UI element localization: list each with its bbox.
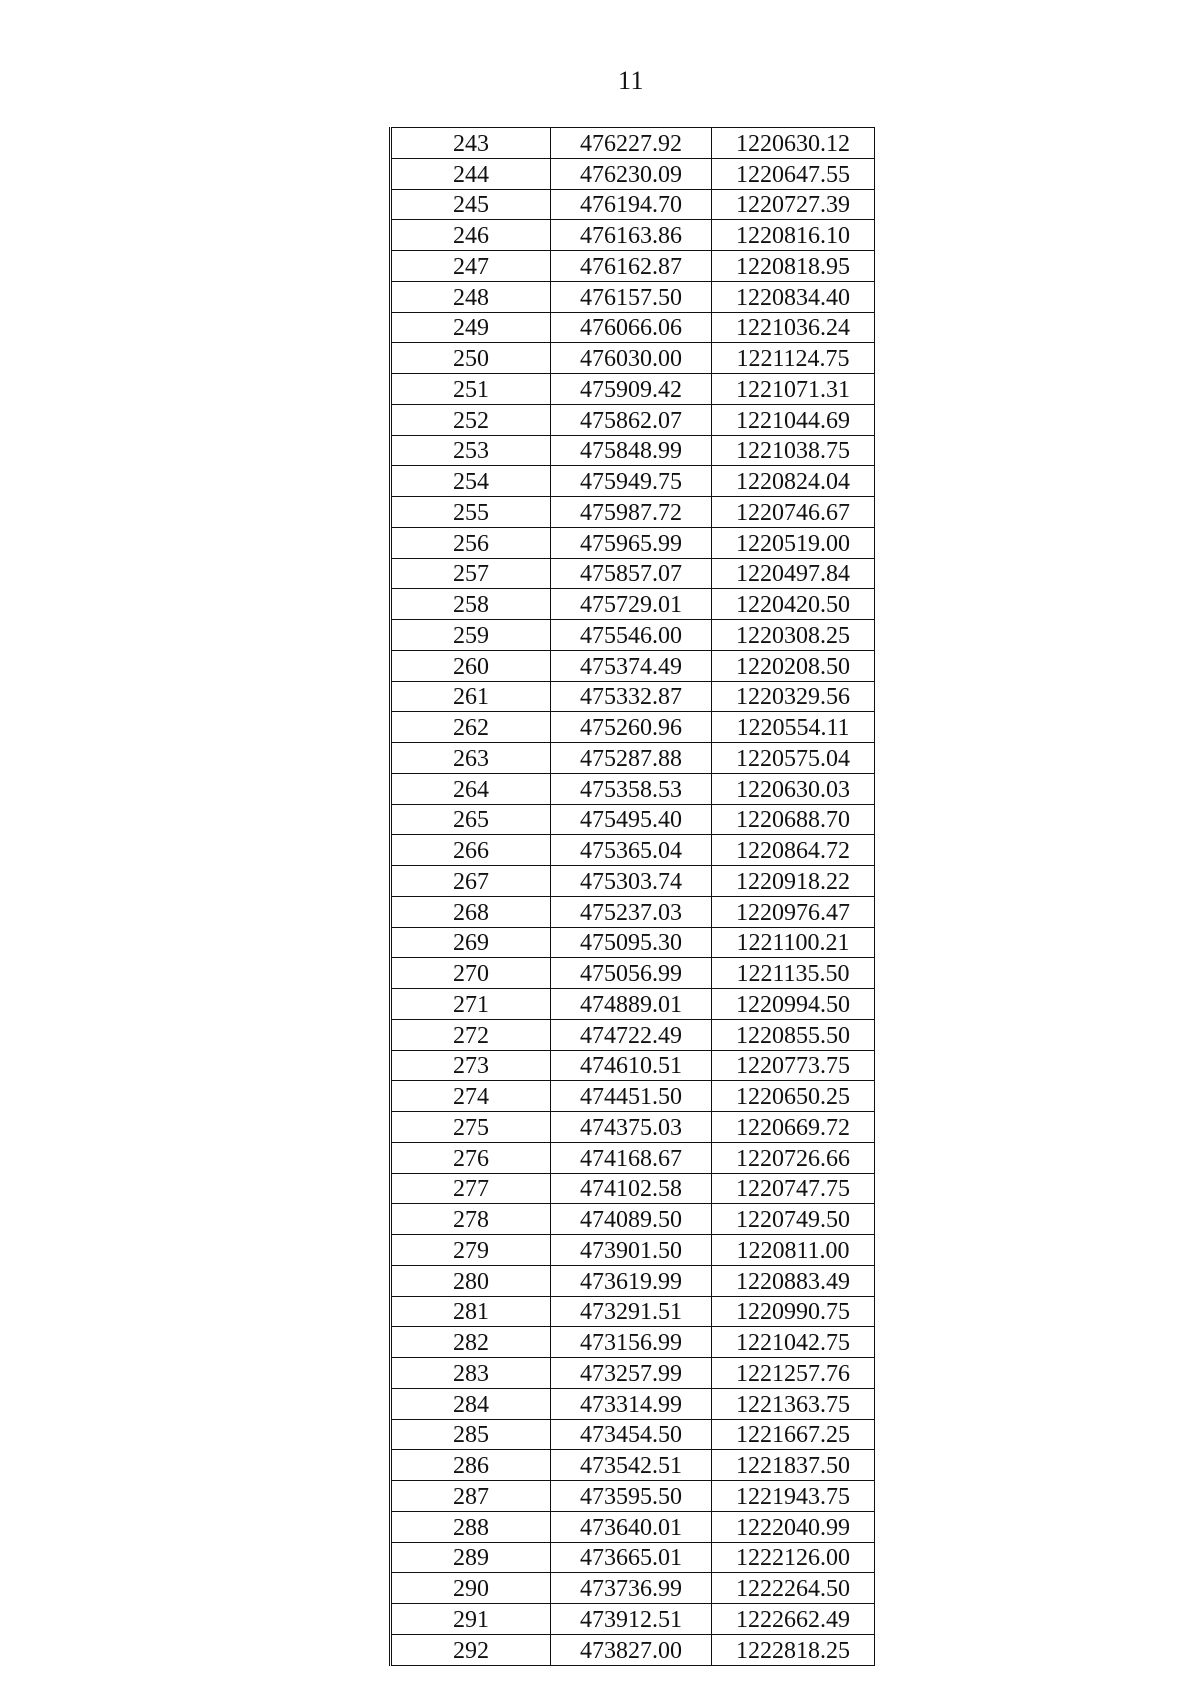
y-coordinate-cell: 1222040.99 — [712, 1511, 875, 1542]
x-coordinate-cell: 473901.50 — [551, 1235, 712, 1266]
point-number-cell: 254 — [391, 466, 551, 497]
point-number-cell: 267 — [391, 866, 551, 897]
table-row — [391, 435, 875, 466]
table-row — [391, 989, 875, 1020]
y-coordinate-cell: 1220811.00 — [712, 1235, 875, 1266]
point-number-cell: 258 — [391, 589, 551, 620]
x-coordinate-cell: 475965.99 — [551, 527, 712, 558]
point-number-cell: 270 — [391, 958, 551, 989]
point-number-cell: 262 — [391, 712, 551, 743]
table-row — [391, 1296, 875, 1327]
y-coordinate-cell: 1220647.55 — [712, 158, 875, 189]
x-coordinate-cell: 473827.00 — [551, 1634, 712, 1665]
point-number-cell: 269 — [391, 927, 551, 958]
y-coordinate-cell: 1220208.50 — [712, 650, 875, 681]
point-number-cell: 284 — [391, 1388, 551, 1419]
point-number-cell: 283 — [391, 1358, 551, 1389]
point-number-cell: 257 — [391, 558, 551, 589]
y-coordinate-cell: 1220726.66 — [712, 1142, 875, 1173]
point-number-cell: 279 — [391, 1235, 551, 1266]
table-row — [391, 1481, 875, 1512]
x-coordinate-cell: 476157.50 — [551, 281, 712, 312]
y-coordinate-cell: 1220816.10 — [712, 220, 875, 251]
table-row — [391, 866, 875, 897]
x-coordinate-cell: 474610.51 — [551, 1050, 712, 1081]
x-coordinate-cell: 474451.50 — [551, 1081, 712, 1112]
table-row — [391, 343, 875, 374]
point-number-cell: 288 — [391, 1511, 551, 1542]
table-row — [391, 650, 875, 681]
table-row — [391, 927, 875, 958]
x-coordinate-cell: 475848.99 — [551, 435, 712, 466]
x-coordinate-cell: 474889.01 — [551, 989, 712, 1020]
table-row — [391, 1173, 875, 1204]
table-row — [391, 1019, 875, 1050]
y-coordinate-cell: 1220688.70 — [712, 804, 875, 835]
x-coordinate-cell: 474722.49 — [551, 1019, 712, 1050]
point-number-cell: 260 — [391, 650, 551, 681]
table-row — [391, 1204, 875, 1235]
x-coordinate-cell: 475365.04 — [551, 835, 712, 866]
x-coordinate-cell: 475303.74 — [551, 866, 712, 897]
x-coordinate-cell: 473619.99 — [551, 1265, 712, 1296]
y-coordinate-cell: 1220575.04 — [712, 743, 875, 774]
x-coordinate-cell: 476227.92 — [551, 128, 712, 159]
point-number-cell: 261 — [391, 681, 551, 712]
x-coordinate-cell: 475332.87 — [551, 681, 712, 712]
x-coordinate-cell: 473257.99 — [551, 1358, 712, 1389]
x-coordinate-cell: 473156.99 — [551, 1327, 712, 1358]
x-coordinate-cell: 475546.00 — [551, 620, 712, 651]
table-row — [391, 189, 875, 220]
y-coordinate-cell: 1221135.50 — [712, 958, 875, 989]
x-coordinate-cell: 474102.58 — [551, 1173, 712, 1204]
y-coordinate-cell: 1221071.31 — [712, 374, 875, 405]
point-number-cell: 278 — [391, 1204, 551, 1235]
table-row — [391, 1604, 875, 1635]
point-number-cell: 243 — [391, 128, 551, 159]
y-coordinate-cell: 1221124.75 — [712, 343, 875, 374]
table-row — [391, 1573, 875, 1604]
y-coordinate-cell: 1220990.75 — [712, 1296, 875, 1327]
x-coordinate-cell: 473314.99 — [551, 1388, 712, 1419]
y-coordinate-cell: 1220630.12 — [712, 128, 875, 159]
point-number-cell: 253 — [391, 435, 551, 466]
point-number-cell: 247 — [391, 251, 551, 282]
point-number-cell: 291 — [391, 1604, 551, 1635]
x-coordinate-cell: 475287.88 — [551, 743, 712, 774]
x-coordinate-cell: 476230.09 — [551, 158, 712, 189]
y-coordinate-cell: 1221038.75 — [712, 435, 875, 466]
point-number-cell: 266 — [391, 835, 551, 866]
table-row — [391, 835, 875, 866]
x-coordinate-cell: 475260.96 — [551, 712, 712, 743]
x-coordinate-cell: 473291.51 — [551, 1296, 712, 1327]
table-row — [391, 1511, 875, 1542]
y-coordinate-cell: 1222818.25 — [712, 1634, 875, 1665]
table-row — [391, 158, 875, 189]
y-coordinate-cell: 1220519.00 — [712, 527, 875, 558]
y-coordinate-cell: 1220855.50 — [712, 1019, 875, 1050]
y-coordinate-cell: 1221100.21 — [712, 927, 875, 958]
point-number-cell: 255 — [391, 497, 551, 528]
y-coordinate-cell: 1221363.75 — [712, 1388, 875, 1419]
coordinates-table-body — [391, 128, 875, 1666]
y-coordinate-cell: 1220308.25 — [712, 620, 875, 651]
x-coordinate-cell: 475495.40 — [551, 804, 712, 835]
y-coordinate-cell: 1220918.22 — [712, 866, 875, 897]
table-row — [391, 743, 875, 774]
table-row — [391, 497, 875, 528]
table-row — [391, 281, 875, 312]
y-coordinate-cell: 1220650.25 — [712, 1081, 875, 1112]
y-coordinate-cell: 1220746.67 — [712, 497, 875, 528]
table-row — [391, 1265, 875, 1296]
y-coordinate-cell: 1220669.72 — [712, 1112, 875, 1143]
point-number-cell: 250 — [391, 343, 551, 374]
table-row — [391, 773, 875, 804]
table-row — [391, 251, 875, 282]
table-row — [391, 1327, 875, 1358]
x-coordinate-cell: 476194.70 — [551, 189, 712, 220]
point-number-cell: 276 — [391, 1142, 551, 1173]
table-row — [391, 1235, 875, 1266]
x-coordinate-cell: 475909.42 — [551, 374, 712, 405]
table-row — [391, 804, 875, 835]
point-number-cell: 282 — [391, 1327, 551, 1358]
x-coordinate-cell: 475862.07 — [551, 404, 712, 435]
table-row — [391, 1050, 875, 1081]
y-coordinate-cell: 1220554.11 — [712, 712, 875, 743]
point-number-cell: 256 — [391, 527, 551, 558]
y-coordinate-cell: 1220834.40 — [712, 281, 875, 312]
point-number-cell: 289 — [391, 1542, 551, 1573]
y-coordinate-cell: 1220630.03 — [712, 773, 875, 804]
table-row — [391, 958, 875, 989]
point-number-cell: 273 — [391, 1050, 551, 1081]
table-row — [391, 1081, 875, 1112]
y-coordinate-cell: 1220747.75 — [712, 1173, 875, 1204]
table-row — [391, 374, 875, 405]
point-number-cell: 290 — [391, 1573, 551, 1604]
table-row — [391, 896, 875, 927]
x-coordinate-cell: 476163.86 — [551, 220, 712, 251]
x-coordinate-cell: 474089.50 — [551, 1204, 712, 1235]
x-coordinate-cell: 475987.72 — [551, 497, 712, 528]
table-row — [391, 558, 875, 589]
x-coordinate-cell: 475237.03 — [551, 896, 712, 927]
y-coordinate-cell: 1220727.39 — [712, 189, 875, 220]
table-row — [391, 527, 875, 558]
table-row — [391, 681, 875, 712]
point-number-cell: 251 — [391, 374, 551, 405]
y-coordinate-cell: 1221257.76 — [712, 1358, 875, 1389]
y-coordinate-cell: 1222264.50 — [712, 1573, 875, 1604]
table-row — [391, 1419, 875, 1450]
table-row — [391, 620, 875, 651]
point-number-cell: 244 — [391, 158, 551, 189]
y-coordinate-cell: 1221042.75 — [712, 1327, 875, 1358]
table-row — [391, 589, 875, 620]
table-row — [391, 466, 875, 497]
x-coordinate-cell: 475857.07 — [551, 558, 712, 589]
x-coordinate-cell: 475358.53 — [551, 773, 712, 804]
y-coordinate-cell: 1220864.72 — [712, 835, 875, 866]
x-coordinate-cell: 476066.06 — [551, 312, 712, 343]
y-coordinate-cell: 1220824.04 — [712, 466, 875, 497]
table-row — [391, 312, 875, 343]
x-coordinate-cell: 475949.75 — [551, 466, 712, 497]
x-coordinate-cell: 473542.51 — [551, 1450, 712, 1481]
y-coordinate-cell: 1221667.25 — [712, 1419, 875, 1450]
point-number-cell: 264 — [391, 773, 551, 804]
y-coordinate-cell: 1220329.56 — [712, 681, 875, 712]
y-coordinate-cell: 1222126.00 — [712, 1542, 875, 1573]
point-number-cell: 245 — [391, 189, 551, 220]
x-coordinate-cell: 476162.87 — [551, 251, 712, 282]
point-number-cell: 281 — [391, 1296, 551, 1327]
point-number-cell: 285 — [391, 1419, 551, 1450]
point-number-cell: 252 — [391, 404, 551, 435]
x-coordinate-cell: 473595.50 — [551, 1481, 712, 1512]
point-number-cell: 246 — [391, 220, 551, 251]
point-number-cell: 259 — [391, 620, 551, 651]
point-number-cell: 268 — [391, 896, 551, 927]
y-coordinate-cell: 1220818.95 — [712, 251, 875, 282]
point-number-cell: 275 — [391, 1112, 551, 1143]
point-number-cell: 263 — [391, 743, 551, 774]
point-number-cell: 248 — [391, 281, 551, 312]
table-row — [391, 128, 875, 159]
x-coordinate-cell: 475374.49 — [551, 650, 712, 681]
point-number-cell: 271 — [391, 989, 551, 1020]
x-coordinate-cell: 473912.51 — [551, 1604, 712, 1635]
table-row — [391, 1358, 875, 1389]
x-coordinate-cell: 475729.01 — [551, 589, 712, 620]
y-coordinate-cell: 1220749.50 — [712, 1204, 875, 1235]
point-number-cell: 286 — [391, 1450, 551, 1481]
table-row — [391, 404, 875, 435]
y-coordinate-cell: 1220420.50 — [712, 589, 875, 620]
x-coordinate-cell: 473665.01 — [551, 1542, 712, 1573]
point-number-cell: 280 — [391, 1265, 551, 1296]
coordinates-table — [389, 127, 875, 1666]
point-number-cell: 272 — [391, 1019, 551, 1050]
point-number-cell: 249 — [391, 312, 551, 343]
y-coordinate-cell: 1220976.47 — [712, 896, 875, 927]
y-coordinate-cell: 1220994.50 — [712, 989, 875, 1020]
y-coordinate-cell: 1221837.50 — [712, 1450, 875, 1481]
y-coordinate-cell: 1221036.24 — [712, 312, 875, 343]
table-row — [391, 220, 875, 251]
x-coordinate-cell: 476030.00 — [551, 343, 712, 374]
x-coordinate-cell: 473736.99 — [551, 1573, 712, 1604]
table-row — [391, 1542, 875, 1573]
point-number-cell: 292 — [391, 1634, 551, 1665]
table-row — [391, 1634, 875, 1665]
y-coordinate-cell: 1220497.84 — [712, 558, 875, 589]
x-coordinate-cell: 474375.03 — [551, 1112, 712, 1143]
y-coordinate-cell: 1220773.75 — [712, 1050, 875, 1081]
x-coordinate-cell: 473640.01 — [551, 1511, 712, 1542]
table-row — [391, 1142, 875, 1173]
y-coordinate-cell: 1222662.49 — [712, 1604, 875, 1635]
table-row — [391, 1112, 875, 1143]
table-row — [391, 1450, 875, 1481]
x-coordinate-cell: 475095.30 — [551, 927, 712, 958]
y-coordinate-cell: 1221044.69 — [712, 404, 875, 435]
page-number: 11 — [617, 66, 645, 95]
point-number-cell: 277 — [391, 1173, 551, 1204]
point-number-cell: 274 — [391, 1081, 551, 1112]
table-row — [391, 1388, 875, 1419]
x-coordinate-cell: 474168.67 — [551, 1142, 712, 1173]
table-row — [391, 712, 875, 743]
y-coordinate-cell: 1221943.75 — [712, 1481, 875, 1512]
point-number-cell: 287 — [391, 1481, 551, 1512]
x-coordinate-cell: 475056.99 — [551, 958, 712, 989]
point-number-cell: 265 — [391, 804, 551, 835]
x-coordinate-cell: 473454.50 — [551, 1419, 712, 1450]
y-coordinate-cell: 1220883.49 — [712, 1265, 875, 1296]
